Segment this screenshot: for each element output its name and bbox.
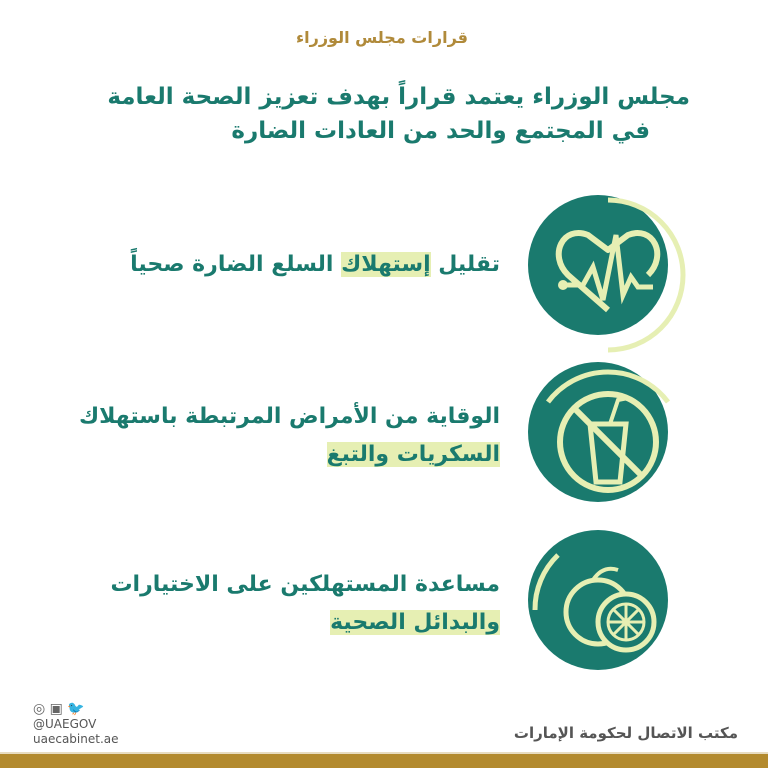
social-block — [33, 702, 119, 747]
youtube-icon[interactable]: ▣ — [49, 701, 63, 717]
heart-pulse-icon — [528, 195, 668, 335]
twitter-icon[interactable]: 🐦 — [67, 701, 85, 717]
instagram-icon[interactable]: ◎ — [33, 701, 46, 717]
title-line-2: في المجتمع والحد من العادات الضارة — [231, 118, 650, 144]
item-1-text: تقليل إستهلاك السلع الضارة صحياً — [130, 252, 500, 277]
no-sugary-drink-icon — [528, 362, 668, 502]
office-name: مكتب الاتصال لحكومة الإمارات — [513, 724, 738, 742]
footer-bar — [0, 754, 768, 768]
kicker: قرارات مجلس الوزراء — [295, 28, 468, 47]
page-title — [70, 80, 690, 148]
orange-fruit-icon — [528, 530, 668, 670]
handle: @UAEGOV — [33, 717, 97, 731]
item-2-text: الوقاية من الأمراض المرتبطة باستهلاك السكريات والتبغ — [78, 404, 500, 467]
item-3-text: مساعدة المستهلكين على الاختيارات والبدائل الصحية — [110, 572, 500, 635]
social-icons — [33, 702, 119, 717]
title-line-1: مجلس الوزراء يعتمد قراراً بهدف تعزيز الصحة العامة — [107, 84, 690, 110]
website-link[interactable]: uaecabinet.ae — [33, 732, 119, 746]
